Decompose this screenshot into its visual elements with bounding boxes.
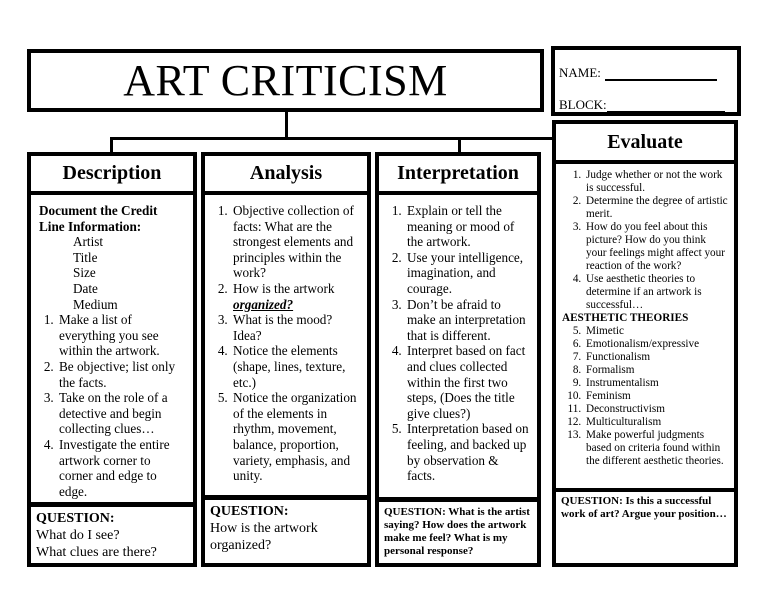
list-item: 13. Make powerful judgments based on criteria found within the different aesthetic theories. <box>584 429 728 468</box>
list-item: 2. Be objective; list only the facts. <box>57 359 185 390</box>
list-item: 5. Interpretation based on feeling, and backed up by observation & facts. <box>405 421 529 483</box>
list-item: 6. Emotionalism/expressive <box>584 338 728 351</box>
evaluate-question-text: QUESTION: Is this a successful work of art? Argue your position… <box>561 495 727 520</box>
list-item: 5. Notice the organization of the elements in rhythm, movement, balance, proportion, variety, emphasis, and unity. <box>231 390 359 484</box>
list-item: 2. Determine the degree of artistic merit. <box>584 195 728 221</box>
credit-item-date: Date <box>73 280 98 296</box>
list-item: 10. Feminism <box>584 390 728 403</box>
aesthetic-theories-heading: AESTHETIC THEORIES <box>562 312 689 324</box>
description-question <box>27 503 197 567</box>
interpretation-heading: Interpretation <box>397 162 519 184</box>
list-item <box>231 281 359 312</box>
evaluate-list <box>562 169 728 312</box>
page-title-text: ART CRITICISM <box>123 56 448 105</box>
question-label: QUESTION: <box>36 511 115 526</box>
analysis-heading: Analysis <box>249 162 323 184</box>
interpretation-question-text: QUESTION: What is the artist saying? How does the artwork make me feel? What is my personal response? <box>384 506 530 557</box>
description-intro: Document the Credit Line Information: <box>39 203 158 234</box>
credit-item-size: Size <box>73 265 96 281</box>
block-field[interactable] <box>607 97 725 113</box>
analysis-item2-prefix: How is the artwork <box>233 280 335 296</box>
list-item: 11. Deconstructivism <box>584 403 728 416</box>
interpretation-header <box>375 152 541 195</box>
evaluate-header <box>552 120 738 164</box>
connector-bar <box>110 137 555 140</box>
list-item: 4. Interpret based on fact and clues collected within the first two steps, (Does the title give clues?) <box>405 343 529 421</box>
description-body <box>27 191 197 506</box>
analysis-body <box>201 191 371 499</box>
list-item: 3. Don’t be afraid to make an interpretation that is different. <box>405 297 529 344</box>
analysis-question-content <box>205 500 367 557</box>
question-line: What clues are there? <box>36 545 157 560</box>
name-field[interactable] <box>605 65 717 81</box>
evaluate-body <box>552 160 738 492</box>
list-item: 1. Explain or tell the meaning or mood of the artwork. <box>405 203 529 250</box>
list-item: 2. Use your intelligence, imagination, and courage. <box>405 250 529 297</box>
connector-stem <box>285 112 288 140</box>
list-item: 5. Mimetic <box>584 325 728 338</box>
evaluate-question <box>552 488 738 567</box>
list-item: 3. Take on the role of a detective and begin collecting clues… <box>57 390 185 437</box>
list-item: 3. What is the mood? Idea? <box>231 312 359 343</box>
aesthetic-theories-list <box>562 325 728 468</box>
list-item: 7. Functionalism <box>584 351 728 364</box>
credit-item-artist: Artist <box>73 234 104 250</box>
list-item: 8. Formalism <box>584 364 728 377</box>
interpretation-content <box>379 195 537 490</box>
list-item: 4. Investigate the entire artwork corner to corner and edge to edge. <box>57 437 185 499</box>
list-item: 12. Multiculturalism <box>584 416 728 429</box>
evaluate-content <box>556 164 734 473</box>
evaluate-heading: Evaluate <box>607 130 683 153</box>
list-item: 1. Judge whether or not the work is successful. <box>584 169 728 195</box>
name-label: NAME: <box>559 65 601 80</box>
question-text: How is the artwork organized? <box>210 521 318 553</box>
block-label: BLOCK: <box>559 97 607 112</box>
block-row <box>559 87 733 113</box>
name-row <box>559 55 733 81</box>
description-content <box>31 195 193 505</box>
analysis-question <box>201 496 371 567</box>
description-heading: Description <box>62 162 162 184</box>
page-title <box>27 49 544 112</box>
list-item: 4. Notice the elements (shape, lines, texture, etc.) <box>231 343 359 390</box>
name-block-box <box>551 46 741 116</box>
analysis-header <box>201 152 371 195</box>
list-item: 1. Objective collection of facts: What are the strongest elements and principles within the work? <box>231 203 359 281</box>
question-line: What do I see? <box>36 528 120 543</box>
analysis-content <box>205 195 367 490</box>
list-item: 3. How do you feel about this picture? How do you think your feelings might affect your reaction of the work? <box>584 221 728 273</box>
list-item: 9. Instrumentalism <box>584 377 728 390</box>
credit-item-medium: Medium <box>73 296 118 312</box>
question-label: QUESTION: <box>210 504 289 519</box>
credit-item-title: Title <box>73 249 98 265</box>
interpretation-question <box>375 498 541 567</box>
interpretation-list <box>387 203 529 484</box>
description-list <box>39 312 185 499</box>
list-item: 1. Make a list of everything you see within the artwork. <box>57 312 185 359</box>
description-header <box>27 152 197 195</box>
interpretation-body <box>375 191 541 501</box>
list-item: 4. Use aesthetic theories to determine if an artwork is successful… <box>584 273 728 312</box>
description-question-content <box>31 507 193 564</box>
analysis-item2-emph: organized? <box>233 296 294 312</box>
analysis-list <box>213 203 359 484</box>
